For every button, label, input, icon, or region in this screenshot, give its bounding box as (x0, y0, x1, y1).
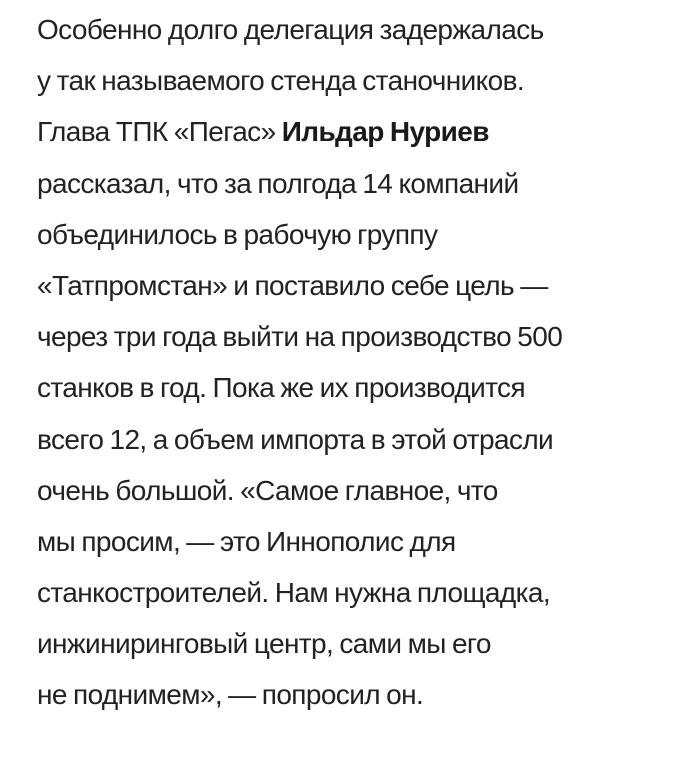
paragraph-line-2: у так называемого стенда станочников. (37, 65, 525, 97)
paragraph-line-4: рассказал, что за полгода 14 компаний (37, 167, 519, 199)
paragraph-line-1: Особенно долго делегация задержалась (37, 14, 544, 45)
paragraph-line-5: объединилось в рабочую группу (37, 218, 438, 250)
line-text-before-name: Глава ТПК «Пегас» (37, 116, 282, 148)
paragraph-line-14: не поднимем», — попросил он. (37, 679, 424, 711)
paragraph-line-3 (37, 106, 687, 157)
paragraph-line-9: всего 12, а объем импорта в этой отрасли (37, 423, 554, 455)
article-paragraph (37, 4, 687, 721)
paragraph-line-13: инжиниринговый центр, сами мы его (37, 628, 491, 660)
paragraph-line-6: «Татпромстан» и поставило себе цель — (37, 269, 548, 301)
paragraph-line-7: через три года выйти на производство 500 (37, 321, 563, 353)
paragraph-line-12: станкостроителей. Нам нужна площадка, (37, 577, 551, 609)
paragraph-line-8: станков в год. Пока же их производится (37, 372, 526, 404)
paragraph-line-11: мы просим, — это Иннополис для (37, 525, 456, 557)
paragraph-line-10: очень большой. «Самое главное, что (37, 474, 498, 506)
person-name-bold: Ильдар Нуриев (281, 116, 489, 148)
